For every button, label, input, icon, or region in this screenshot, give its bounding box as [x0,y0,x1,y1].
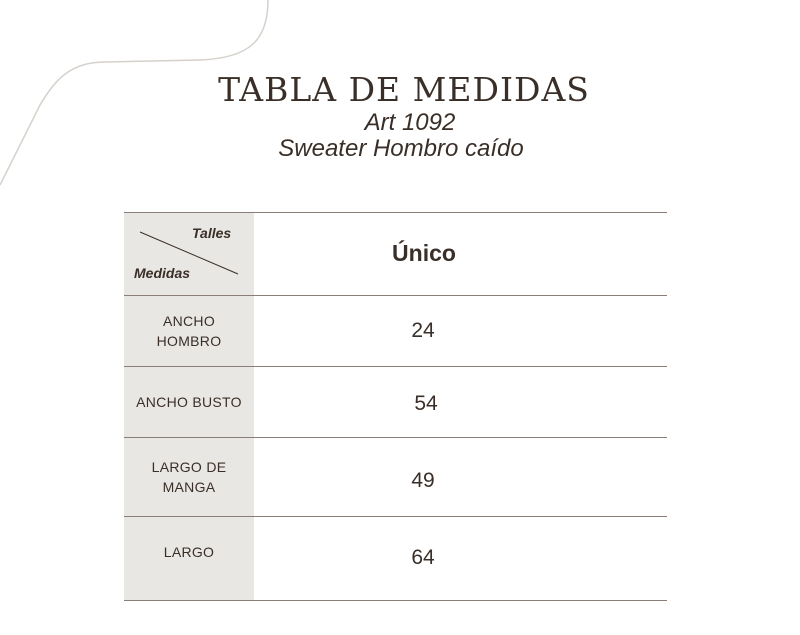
table-row-label: LARGO DE MANGA [151,459,227,495]
table-row-value: 64 [411,546,435,569]
table-row-label: ANCHO BUSTO [136,394,242,410]
article-number: Art 1092 [364,109,456,136]
size-table [124,212,667,601]
table-row-value: 24 [411,319,435,342]
measures-header-label: Medidas [134,265,191,281]
sizes-header-label: Talles [192,225,232,241]
table-row-value: 49 [411,469,435,492]
table-row-label: ANCHO HOMBRO [156,313,222,349]
size-column-header: Único [392,240,456,266]
table-row-value: 54 [414,392,438,415]
header-diagonal-line [124,212,254,296]
product-name: Sweater Hombro caído [278,135,524,162]
page-title: TABLA DE MEDIDAS [218,70,590,109]
table-rule [124,600,667,601]
table-row-label: LARGO [163,544,215,560]
